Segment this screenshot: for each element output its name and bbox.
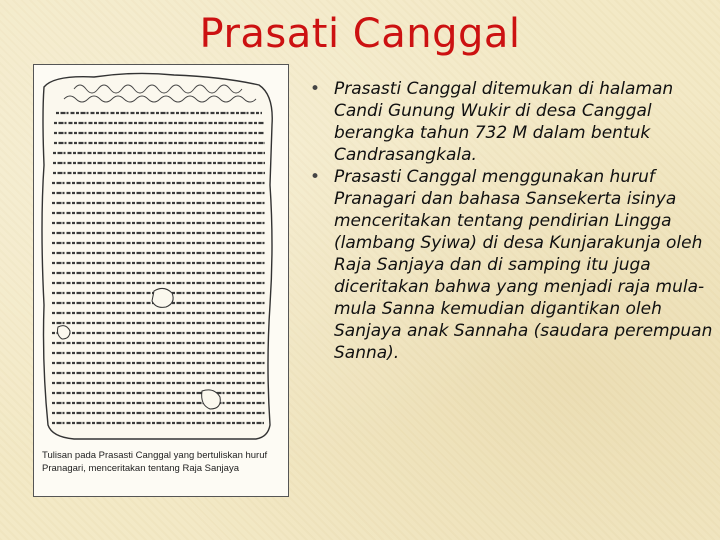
inscription-figure — [33, 64, 289, 497]
bullet-marker: • — [310, 79, 321, 99]
inscription-stone-icon — [34, 65, 289, 497]
bullet-list — [308, 78, 713, 364]
bullet-item — [308, 166, 713, 364]
figure-caption: Tulisan pada Prasasti Canggal yang bertuliskan huruf Pranagari, menceritakan tentang Raja Sanjaya — [42, 450, 268, 474]
bullet-text: Prasasti Canggal menggunakan huruf Pranagari dan bahasa Sansekerta isinya menceritakan tentang pendirian Lingga (lambang Syiwa) di desa Kunjarakunja oleh Raja Sanjaya dan di samping itu juga diceritakan bahwa yang menjadi raja mula-mula Sanna kemudian digantikan oleh Sanjaya anak Sannaha (saudara perempuan Sanna). — [334, 167, 713, 363]
slide-title: Prasati Canggal — [199, 11, 521, 57]
bullet-text: Prasasti Canggal ditemukan di halaman Candi Gunung Wukir di desa Canggal berangka tahun 732 M dalam bentuk Candrasangkala. — [334, 79, 674, 165]
bullet-marker: • — [310, 167, 321, 187]
bullet-item — [308, 78, 713, 166]
